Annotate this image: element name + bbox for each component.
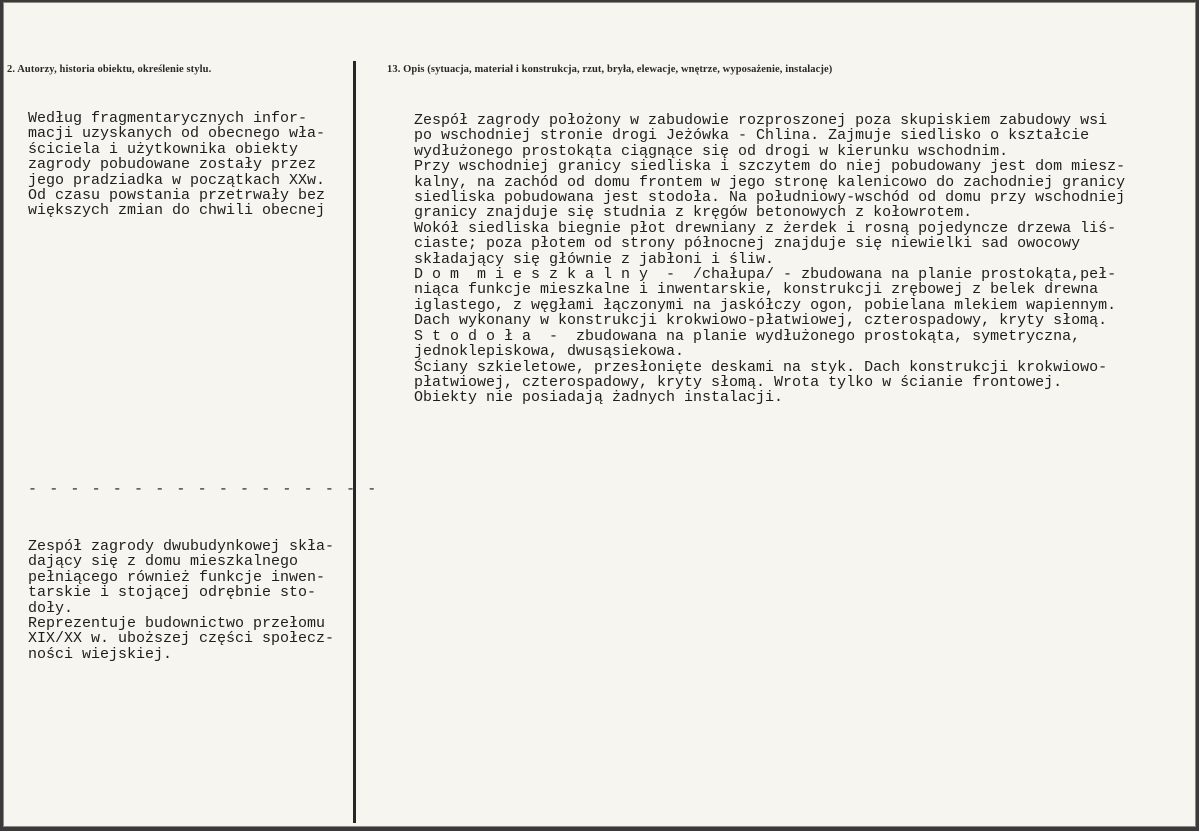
history-text-line: jego pradziadka w początkach XXw.: [28, 171, 326, 189]
history-text-block: [28, 111, 348, 219]
dashed-separator: - - - - - - - - - - - - - - - - -: [28, 481, 378, 498]
history-text-line: macji uzyskanych od obecnego wła-: [28, 125, 326, 143]
description-text-line: D o m m i e s z k a l n y - /chałupa/ - zbudowana na planie prostokąta,peł-: [414, 266, 1117, 284]
section-header-authors-history: 2. Autorzy, historia obiektu, określenie stylu.: [7, 64, 212, 75]
description-text-line: niąca funkcje mieszkalne i inwentarskie, konstrukcji zrębowej z belek drewna: [414, 281, 1099, 299]
style-text-line: pełniącego również funkcje inwen-: [28, 568, 326, 586]
description-text-line: ciaste; poza płotem od strony północnej znajduje się niewielki sad owocowy: [414, 235, 1081, 253]
style-text-line: ności wiejskiej.: [28, 645, 173, 663]
description-text-line: granicy znajduje się studnia z kręgów betonowych z kołowrotem.: [414, 204, 973, 222]
column-divider: [353, 61, 356, 823]
style-text-line: dający się z domu mieszkalnego: [28, 553, 299, 571]
description-text-line: siedliska pobudowana jest stodoła. Na południowy-wschód od domu przy wschodniej: [414, 189, 1126, 207]
history-text-line: Według fragmentarycznych infor-: [28, 110, 308, 127]
style-text-line: doły.: [28, 599, 74, 617]
record-card-sheet: [3, 2, 1196, 827]
description-text-line: po wschodniej stronie drogi Jeżówka - Chlina. Zajmuje siedlisko o kształcie: [414, 127, 1090, 145]
description-text-line: Wokół siedliska biegnie płot drewniany z żerdek i rosną pojedyncze drzewa liś-: [414, 219, 1117, 237]
description-text-line: składający się głównie z jabłoni i śliw.: [414, 250, 775, 268]
style-text-line: Zespół zagrody dwubudynkowej skła-: [28, 538, 335, 555]
description-text-line: kalny, na zachód od domu frontem w jego stronę kalenicowo do zachodniej granicy: [414, 173, 1126, 191]
description-text-line: Ściany szkieletowe, przesłonięte deskami na styk. Dach konstrukcji krokwiowo-: [414, 358, 1108, 376]
description-text-line: jednoklepiskowa, dwusąsiekowa.: [414, 343, 685, 361]
style-text-line: Reprezentuje budownictwo przełomu: [28, 615, 326, 633]
style-text-block: [28, 539, 353, 662]
section-header-description: 13. Opis (sytuacja, materiał i konstrukcja, rzut, bryła, elewacje, wnętrze, wyposażenie, instalacje): [387, 64, 833, 75]
description-text-line: Dach wykonany w konstrukcji krokwiowo-płatwiowej, czterospadowy, kryty słomą.: [414, 312, 1108, 330]
description-text-line: wydłużonego prostokąta ciągnące się od drogi w kierunku wschodnim.: [414, 142, 1009, 160]
description-text-block: [414, 113, 1194, 406]
history-text-line: ściciela i użytkownika obiekty: [28, 140, 299, 158]
history-text-line: Od czasu powstania przetrwały bez: [28, 187, 326, 205]
description-text-line: Obiekty nie posiadają żadnych instalacji.: [414, 389, 784, 407]
history-text-line: zagrody pobudowane zostały przez: [28, 156, 317, 174]
history-text-line: większych zmian do chwili obecnej: [28, 202, 326, 220]
description-text-line: Zespół zagrody położony w zabudowie rozproszonej poza skupiskiem zabudowy wsi: [414, 112, 1108, 129]
description-text-line: Przy wschodniej granicy siedliska i szczytem do niej pobudowany jest dom miesz-: [414, 158, 1126, 176]
description-text-line: S t o d o ł a - zbudowana na planie wydłużonego prostokąta, symetryczna,: [414, 327, 1081, 345]
style-text-line: tarskie i stojącej odrębnie sto-: [28, 584, 317, 602]
style-text-line: XIX/XX w. uboższej części społecz-: [28, 630, 335, 648]
description-text-line: iglastego, z węgłami łączonymi na jaskółczy ogon, pobielana mlekiem wapiennym.: [414, 296, 1117, 314]
description-text-line: płatwiowej, czterospadowy, kryty słomą. Wrota tylko w ścianie frontowej.: [414, 373, 1063, 391]
